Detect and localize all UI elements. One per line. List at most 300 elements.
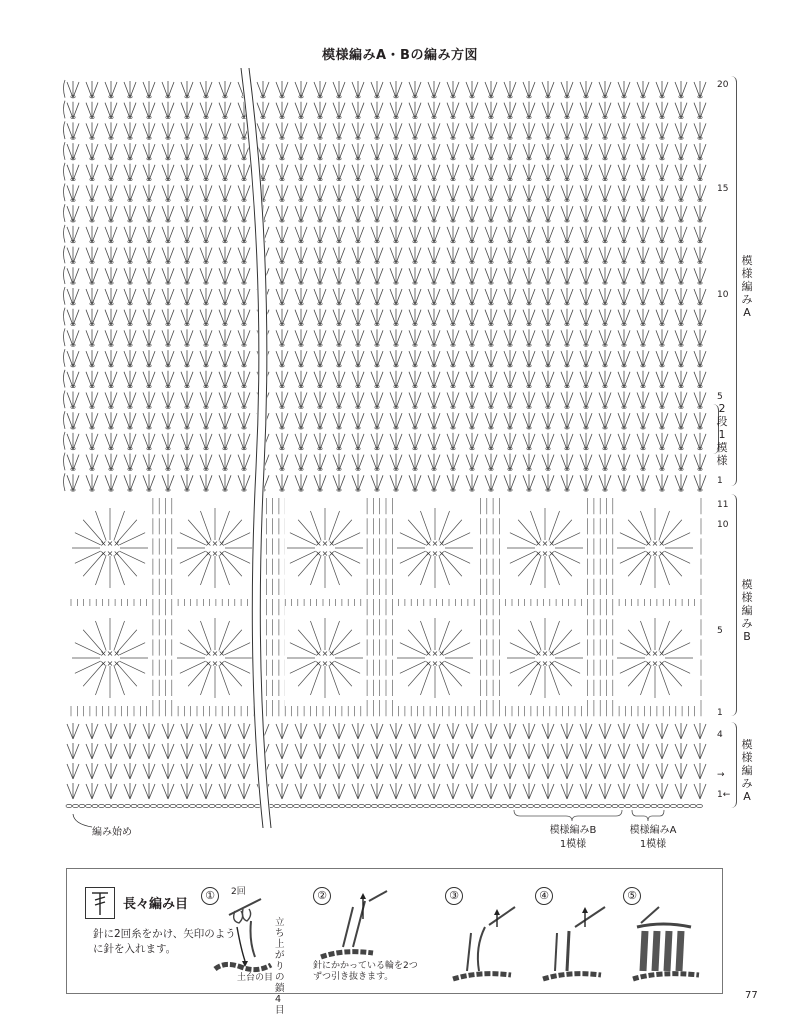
fan-stitch <box>605 724 611 739</box>
foundation-chain <box>482 804 488 807</box>
fan-stitch <box>599 784 605 799</box>
fan-stitch <box>187 744 193 759</box>
stitch-legend <box>66 868 723 1016</box>
turning-chain <box>64 184 66 202</box>
foundation-chain <box>183 804 189 807</box>
foundation-chain <box>66 804 72 807</box>
fan-stitch <box>415 724 421 739</box>
fan-stitch <box>428 784 434 799</box>
start-pointer <box>70 812 94 828</box>
fan-stitch <box>428 724 434 739</box>
fan-stitch <box>466 784 472 799</box>
fan-stitch <box>681 784 687 799</box>
foundation-chain <box>274 804 280 807</box>
fan-stitch <box>409 724 415 739</box>
fan-stitch <box>67 764 73 779</box>
fan-stitch <box>586 784 592 799</box>
fan-stitch <box>605 744 611 759</box>
fan-stitch <box>352 784 358 799</box>
fan-stitch <box>149 764 155 779</box>
fan-stitch <box>377 764 383 779</box>
foundation-chain <box>320 804 326 807</box>
fan-stitch <box>200 724 206 739</box>
foundation-chain <box>190 804 196 807</box>
fan-stitch <box>396 744 402 759</box>
step-1-base-note: 土台の目 <box>237 973 274 983</box>
fan-stitch <box>181 764 187 779</box>
fan-stitch <box>181 784 187 799</box>
fan-stitch <box>548 784 554 799</box>
repeat-b-count: 1模様 <box>559 839 587 850</box>
fan-stitch <box>485 724 491 739</box>
fan-stitch <box>409 764 415 779</box>
row-number-a-10: 10 <box>717 290 729 300</box>
label-pattern-a-bottom: 模様編みA <box>741 738 753 803</box>
foundation-chain <box>346 804 352 807</box>
fan-stitch <box>162 744 168 759</box>
fan-stitch <box>415 764 421 779</box>
foundation-chain <box>378 804 384 807</box>
foundation-chain <box>294 804 300 807</box>
foundation-chain <box>144 804 150 807</box>
fan-stitch <box>282 764 288 779</box>
fan-stitch <box>105 724 111 739</box>
fan-stitch <box>542 764 548 779</box>
foundation-chain <box>430 804 436 807</box>
motif-x-stitches: ××× <box>424 549 446 558</box>
fan-stitch <box>681 764 687 779</box>
fan-stitch <box>352 764 358 779</box>
foundation-chain <box>463 804 469 807</box>
foundation-chain <box>105 804 111 807</box>
step-5 <box>623 887 711 983</box>
fan-stitch <box>529 744 535 759</box>
foundation-chain <box>73 804 79 807</box>
fan-stitch <box>624 744 630 759</box>
fan-stitch <box>187 724 193 739</box>
foundation-chain <box>222 804 228 807</box>
fan-stitch <box>618 744 624 759</box>
fan-stitch <box>580 744 586 759</box>
fan-stitch <box>282 744 288 759</box>
step-1-chain-note: 立ち上がりの鎖4目 <box>275 917 285 1016</box>
fan-stitch <box>143 764 149 779</box>
fan-stitch <box>276 724 282 739</box>
fan-stitch <box>643 724 649 739</box>
fan-stitch <box>130 784 136 799</box>
turning-chain <box>64 453 66 471</box>
turning-chain <box>64 287 66 305</box>
foundation-chain <box>404 804 410 807</box>
step-4 <box>535 887 623 983</box>
fan-stitch <box>73 764 79 779</box>
motif-x-stitches: ××× <box>99 539 121 548</box>
fan-stitch <box>301 784 307 799</box>
fan-stitch <box>580 724 586 739</box>
fan-stitch <box>624 764 630 779</box>
turning-chain <box>64 308 66 326</box>
fan-stitch <box>675 764 681 779</box>
fan-stitch <box>92 744 98 759</box>
fan-stitch <box>390 764 396 779</box>
foundation-chain <box>229 804 235 807</box>
step-3-illustration <box>445 887 533 983</box>
fan-stitch <box>377 784 383 799</box>
foundation-chain <box>248 804 254 807</box>
foundation-chain <box>489 804 495 807</box>
fan-stitch <box>567 784 573 799</box>
fan-stitch <box>92 764 98 779</box>
step-5-number: ⑤ <box>623 887 641 905</box>
step-4-illustration <box>535 887 623 983</box>
fan-stitch <box>618 784 624 799</box>
repeat-a-name: 模様編みA <box>629 825 677 836</box>
fan-stitch <box>333 724 339 739</box>
foundation-chain <box>365 804 371 807</box>
legend-title: 長々編み目 <box>123 897 189 912</box>
fan-stitch <box>73 744 79 759</box>
motif-x-stitches: ××× <box>424 539 446 548</box>
fan-stitch <box>485 744 491 759</box>
fan-stitch <box>105 744 111 759</box>
motif-x-stitches: ××× <box>534 539 556 548</box>
fan-stitch <box>675 724 681 739</box>
fan-stitch <box>143 784 149 799</box>
motif-x-stitches: ××× <box>314 549 336 558</box>
fan-stitch <box>206 724 212 739</box>
fan-stitch <box>396 724 402 739</box>
fan-stitch <box>599 724 605 739</box>
fan-stitch <box>548 724 554 739</box>
fan-stitch <box>643 764 649 779</box>
fan-stitch <box>352 724 358 739</box>
turning-chain <box>64 246 66 264</box>
fan-stitch <box>390 744 396 759</box>
foundation-chain <box>437 804 443 807</box>
step-2-number: ② <box>313 887 331 905</box>
foundation-chain <box>216 804 222 807</box>
foundation-chain <box>450 804 456 807</box>
foundation-chain <box>359 804 365 807</box>
fan-stitch <box>225 764 231 779</box>
fan-stitch <box>472 784 478 799</box>
bracket-pattern-a-top <box>730 76 737 486</box>
step-1 <box>201 887 289 1016</box>
fan-stitch <box>124 724 130 739</box>
fan-stitch <box>434 744 440 759</box>
turning-chain <box>64 473 66 491</box>
motif-x-stitches: ××× <box>204 539 226 548</box>
repeat-label-b <box>530 824 616 852</box>
fan-stitch <box>396 764 402 779</box>
fan-stitch <box>105 764 111 779</box>
fan-stitch <box>371 764 377 779</box>
fan-stitch <box>567 744 573 759</box>
row-direction-right: → <box>717 770 725 780</box>
step-2-note: 針にかかっている輪を2つずつ引き抜きます。 <box>313 961 418 982</box>
foundation-chain <box>131 804 137 807</box>
fan-stitch <box>700 724 706 739</box>
fan-stitch <box>86 744 92 759</box>
fan-stitch <box>86 764 92 779</box>
step-1-number: ① <box>201 887 219 905</box>
foundation-chain <box>398 804 404 807</box>
fan-stitch <box>700 744 706 759</box>
fan-stitch <box>510 784 516 799</box>
fan-stitch <box>206 784 212 799</box>
fan-stitch <box>111 724 117 739</box>
motif-x-stitches: ××× <box>534 549 556 558</box>
fan-stitch <box>567 724 573 739</box>
fan-stitch <box>314 724 320 739</box>
fan-stitch <box>586 724 592 739</box>
fan-stitch <box>130 764 136 779</box>
fan-stitch <box>67 784 73 799</box>
fan-stitch <box>238 784 244 799</box>
motif-x-stitches: ××× <box>644 539 666 548</box>
motif-x-stitches: ××× <box>424 659 446 668</box>
fan-stitch <box>409 784 415 799</box>
foundation-chain <box>443 804 449 807</box>
fan-stitch <box>301 744 307 759</box>
row-number-a-5: 5 <box>717 392 723 402</box>
fan-stitch <box>371 744 377 759</box>
fan-stitch <box>453 744 459 759</box>
fan-stitch <box>561 764 567 779</box>
fan-stitch <box>219 784 225 799</box>
fan-stitch <box>694 764 700 779</box>
step-3-number: ③ <box>445 887 463 905</box>
fan-stitch <box>124 764 130 779</box>
label-pattern-b: 模様編みB <box>741 578 753 643</box>
foundation-chain <box>411 804 417 807</box>
fan-stitch <box>542 784 548 799</box>
foundation-chain <box>196 804 202 807</box>
foundation-chain <box>352 804 358 807</box>
fan-stitch <box>624 784 630 799</box>
fan-stitch <box>86 784 92 799</box>
fan-stitch <box>67 744 73 759</box>
turning-chain <box>64 391 66 409</box>
fan-stitch <box>485 784 491 799</box>
fan-stitch <box>637 724 643 739</box>
turning-chain <box>64 328 66 346</box>
fan-stitch <box>333 764 339 779</box>
fan-stitch <box>314 744 320 759</box>
turning-chain <box>64 121 66 139</box>
fan-stitch <box>124 744 130 759</box>
foundation-chain <box>118 804 124 807</box>
fan-stitch <box>453 724 459 739</box>
fan-stitch <box>377 724 383 739</box>
label-repeat-a: 2段1模様 <box>716 402 728 467</box>
fan-stitch <box>181 744 187 759</box>
fan-stitch <box>219 764 225 779</box>
fan-stitch <box>504 764 510 779</box>
fan-stitch <box>491 724 497 739</box>
motif-x-stitches: ××× <box>314 539 336 548</box>
row-number-a-15: 15 <box>717 184 729 194</box>
foundation-chain <box>391 804 397 807</box>
fan-stitch <box>168 724 174 739</box>
fan-stitch <box>149 724 155 739</box>
fan-stitch <box>567 764 573 779</box>
fan-stitch <box>143 724 149 739</box>
step-1-loops-note: 2回 <box>231 887 246 897</box>
motif-x-stitches: ××× <box>99 549 121 558</box>
fan-stitch <box>599 744 605 759</box>
fan-stitch <box>225 724 231 739</box>
fan-stitch <box>472 724 478 739</box>
fan-stitch <box>276 764 282 779</box>
fan-stitch <box>219 744 225 759</box>
fan-stitch <box>656 724 662 739</box>
fan-stitch <box>472 764 478 779</box>
fan-stitch <box>428 744 434 759</box>
fan-stitch <box>548 764 554 779</box>
turning-chain <box>64 204 66 222</box>
fan-stitch <box>295 724 301 739</box>
fan-stitch <box>358 744 364 759</box>
fan-stitch <box>358 764 364 779</box>
fan-stitch <box>396 784 402 799</box>
fan-stitch <box>225 784 231 799</box>
crochet-chart <box>55 68 715 828</box>
fan-stitch <box>643 744 649 759</box>
repeat-b-name: 模様編みB <box>549 825 597 836</box>
fan-stitch <box>694 784 700 799</box>
fan-stitch <box>700 784 706 799</box>
foundation-chain <box>333 804 339 807</box>
foundation-chain <box>313 804 319 807</box>
fan-stitch <box>301 764 307 779</box>
fan-stitch <box>561 784 567 799</box>
treble-symbol-box <box>85 887 115 919</box>
repeat-a-count: 1模様 <box>639 839 667 850</box>
fan-stitch <box>523 744 529 759</box>
fan-stitch <box>200 764 206 779</box>
fan-stitch <box>130 744 136 759</box>
fan-stitch <box>434 784 440 799</box>
fan-stitch <box>434 764 440 779</box>
motif-x-stitches: ××× <box>99 649 121 658</box>
fan-stitch <box>586 744 592 759</box>
page-number: 77 <box>745 990 758 1001</box>
fan-stitch <box>149 784 155 799</box>
fan-stitch <box>282 784 288 799</box>
fan-stitch <box>73 724 79 739</box>
fan-stitch <box>434 724 440 739</box>
fan-stitch <box>92 784 98 799</box>
fan-stitch <box>162 724 168 739</box>
row-number-a-20: 20 <box>717 80 729 90</box>
fan-stitch <box>523 784 529 799</box>
fan-stitch <box>523 724 529 739</box>
fan-stitch <box>111 784 117 799</box>
fan-stitch <box>124 784 130 799</box>
fan-stitch <box>111 744 117 759</box>
foundation-chain <box>307 804 313 807</box>
fan-stitch <box>453 764 459 779</box>
fan-stitch <box>168 744 174 759</box>
fan-stitch <box>491 744 497 759</box>
fan-stitch <box>111 764 117 779</box>
label-pattern-a-top: 模様編みA <box>741 254 753 319</box>
step-3 <box>445 887 533 983</box>
fan-stitch <box>618 764 624 779</box>
fan-stitch <box>561 724 567 739</box>
motif-x-stitches: ××× <box>644 649 666 658</box>
fan-stitch <box>339 744 345 759</box>
fan-stitch <box>333 784 339 799</box>
row-number-b-1: 1 <box>717 708 723 718</box>
fan-stitch <box>529 724 535 739</box>
fan-stitch <box>504 784 510 799</box>
fan-stitch <box>162 784 168 799</box>
repeat-brackets <box>500 808 700 822</box>
fan-stitch <box>244 784 250 799</box>
fan-stitch <box>358 724 364 739</box>
fan-stitch <box>409 744 415 759</box>
foundation-chain <box>255 804 261 807</box>
fan-stitch <box>276 784 282 799</box>
fan-stitch <box>73 784 79 799</box>
fan-stitch <box>624 724 630 739</box>
turning-chain <box>64 225 66 243</box>
turning-chain <box>64 349 66 367</box>
fan-stitch <box>238 724 244 739</box>
fan-stitch <box>181 724 187 739</box>
fan-stitch <box>694 724 700 739</box>
foundation-chain <box>476 804 482 807</box>
fan-stitch <box>428 764 434 779</box>
foundation-chain <box>235 804 241 807</box>
fan-stitch <box>86 724 92 739</box>
foundation-chain <box>281 804 287 807</box>
row-number-a-1: 1 <box>717 476 723 486</box>
fan-stitch <box>320 784 326 799</box>
bracket-pattern-a-bottom <box>730 722 737 808</box>
fan-stitch <box>295 744 301 759</box>
fan-stitch <box>618 724 624 739</box>
fan-stitch <box>656 784 662 799</box>
foundation-chain <box>138 804 144 807</box>
foundation-chain <box>112 804 118 807</box>
foundation-chain <box>326 804 332 807</box>
motif-x-stitches: ××× <box>314 659 336 668</box>
turning-chain <box>64 432 66 450</box>
fan-stitch <box>238 764 244 779</box>
foundation-chain <box>177 804 183 807</box>
fan-stitch <box>662 724 668 739</box>
foundation-chain <box>469 804 475 807</box>
fan-stitch <box>637 784 643 799</box>
motif-x-stitches: ××× <box>534 649 556 658</box>
fan-stitch <box>586 764 592 779</box>
fan-stitch <box>662 744 668 759</box>
foundation-chain <box>99 804 105 807</box>
fan-stitch <box>339 724 345 739</box>
fan-stitch <box>472 744 478 759</box>
fan-stitch <box>415 744 421 759</box>
foundation-chain <box>125 804 131 807</box>
fan-stitch <box>561 744 567 759</box>
break-gap <box>245 68 267 828</box>
fan-stitch <box>605 784 611 799</box>
treble-symbol-icon <box>86 888 114 918</box>
fan-stitch <box>415 784 421 799</box>
fan-stitch <box>358 784 364 799</box>
